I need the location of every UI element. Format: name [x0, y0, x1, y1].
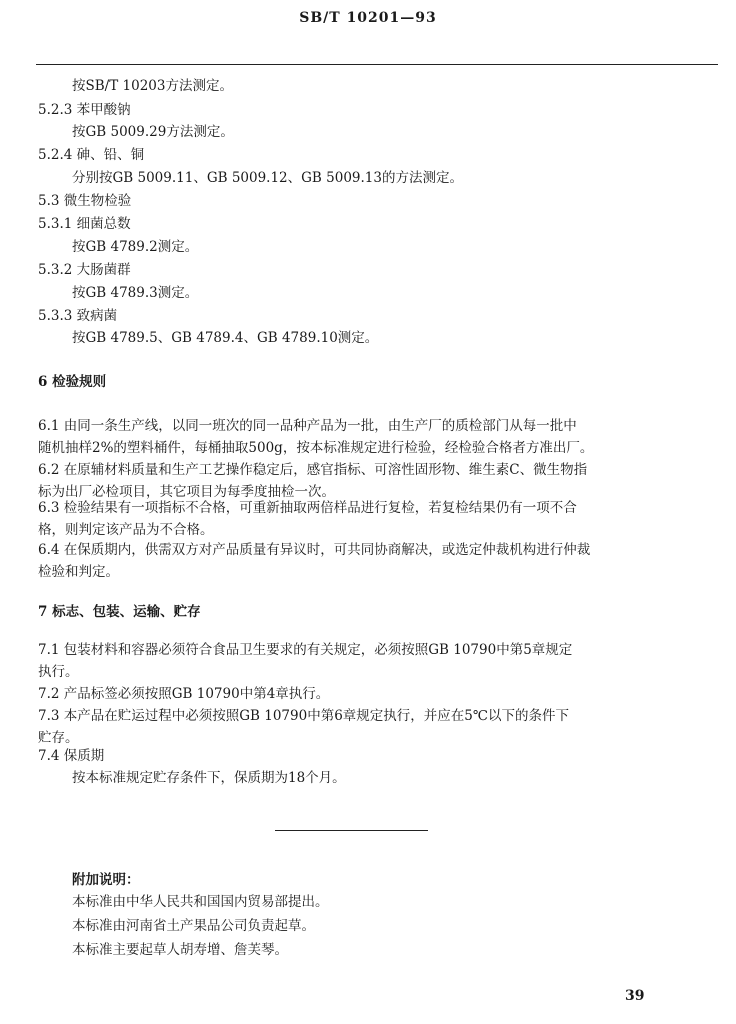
clause-7-3: 7.3 本产品在贮运过程中必须按照GB 10790中第6章规定执行，并应在5℃以下的条件下: [38, 708, 569, 724]
text-line: 按GB 4789.3测定。: [72, 285, 199, 301]
text-line: 按GB 4789.2测定。: [72, 239, 199, 255]
text-line: 分别按GB 5009.11、GB 5009.12、GB 5009.13的方法测定。: [72, 170, 463, 186]
text-line: 标为出厂必检项目，其它项目为每季度抽检一次。: [38, 484, 335, 500]
clause-7-2: 7.2 产品标签必须按照GB 10790中第4章执行。: [38, 686, 330, 702]
text-line: 检验和判定。: [38, 564, 119, 580]
clause-5-3-3: 5.3.3 致病菌: [38, 308, 118, 324]
text-line: 按GB 5009.29方法测定。: [72, 124, 234, 140]
text-line: 执行。: [38, 664, 79, 680]
clause-6-1: 6.1 由同一条生产线，以同一班次的同一品种产品为一批，由生产厂的质检部门从每一批中: [38, 418, 577, 434]
text-line: 贮存。: [38, 730, 79, 746]
separator-rule: [275, 830, 428, 831]
clause-5-2-4: 5.2.4 砷、铅、铜: [38, 147, 145, 163]
section-7-heading: 7 标志、包装、运输、贮存: [38, 604, 201, 620]
clause-6-4: 6.4 在保质期内，供需双方对产品质量有异议时，可共同协商解决，或选定仲裁机构进行仲裁: [38, 542, 591, 558]
text-line: 按SB/T 10203方法测定。: [72, 78, 233, 94]
clause-7-1: 7.1 包装材料和容器必须符合食品卫生要求的有关规定，必须按照GB 10790中第5章规定: [38, 642, 573, 658]
page-number: 39: [625, 988, 645, 1004]
note-item: 本标准由中华人民共和国国内贸易部提出。: [72, 894, 329, 910]
clause-5-3-2: 5.3.2 大肠菌群: [38, 262, 131, 278]
clause-5-3: 5.3 微生物检验: [38, 193, 132, 209]
notes-title: 附加说明：: [72, 872, 140, 888]
header-rule: [36, 64, 718, 65]
standard-code-header: SB/T 10201—93: [299, 10, 437, 26]
text-line: 按GB 4789.5、GB 4789.4、GB 4789.10测定。: [72, 330, 379, 346]
text-line: 随机抽样2%的塑料桶件，每桶抽取500g，按本标准规定进行检验，经检验合格者方准出厂。: [38, 440, 594, 456]
note-item: 本标准由河南省土产果品公司负责起草。: [72, 918, 315, 934]
section-6-heading: 6 检验规则: [38, 374, 107, 390]
clause-5-3-1: 5.3.1 细菌总数: [38, 216, 131, 232]
clause-6-2: 6.2 在原辅材料质量和生产工艺操作稳定后，感官指标、可溶性固形物、维生素C、微生物指: [38, 462, 588, 478]
text-line: 按本标准规定贮存条件下，保质期为18个月。: [72, 770, 346, 786]
clause-6-3: 6.3 检验结果有一项指标不合格，可重新抽取两倍样品进行复检，若复检结果仍有一项不合: [38, 500, 577, 516]
text-line: 格，则判定该产品为不合格。: [38, 522, 214, 538]
clause-5-2-3: 5.2.3 苯甲酸钠: [38, 102, 131, 118]
clause-7-4: 7.4 保质期: [38, 748, 105, 764]
note-item: 本标准主要起草人胡寿增、詹芙琴。: [72, 942, 288, 958]
